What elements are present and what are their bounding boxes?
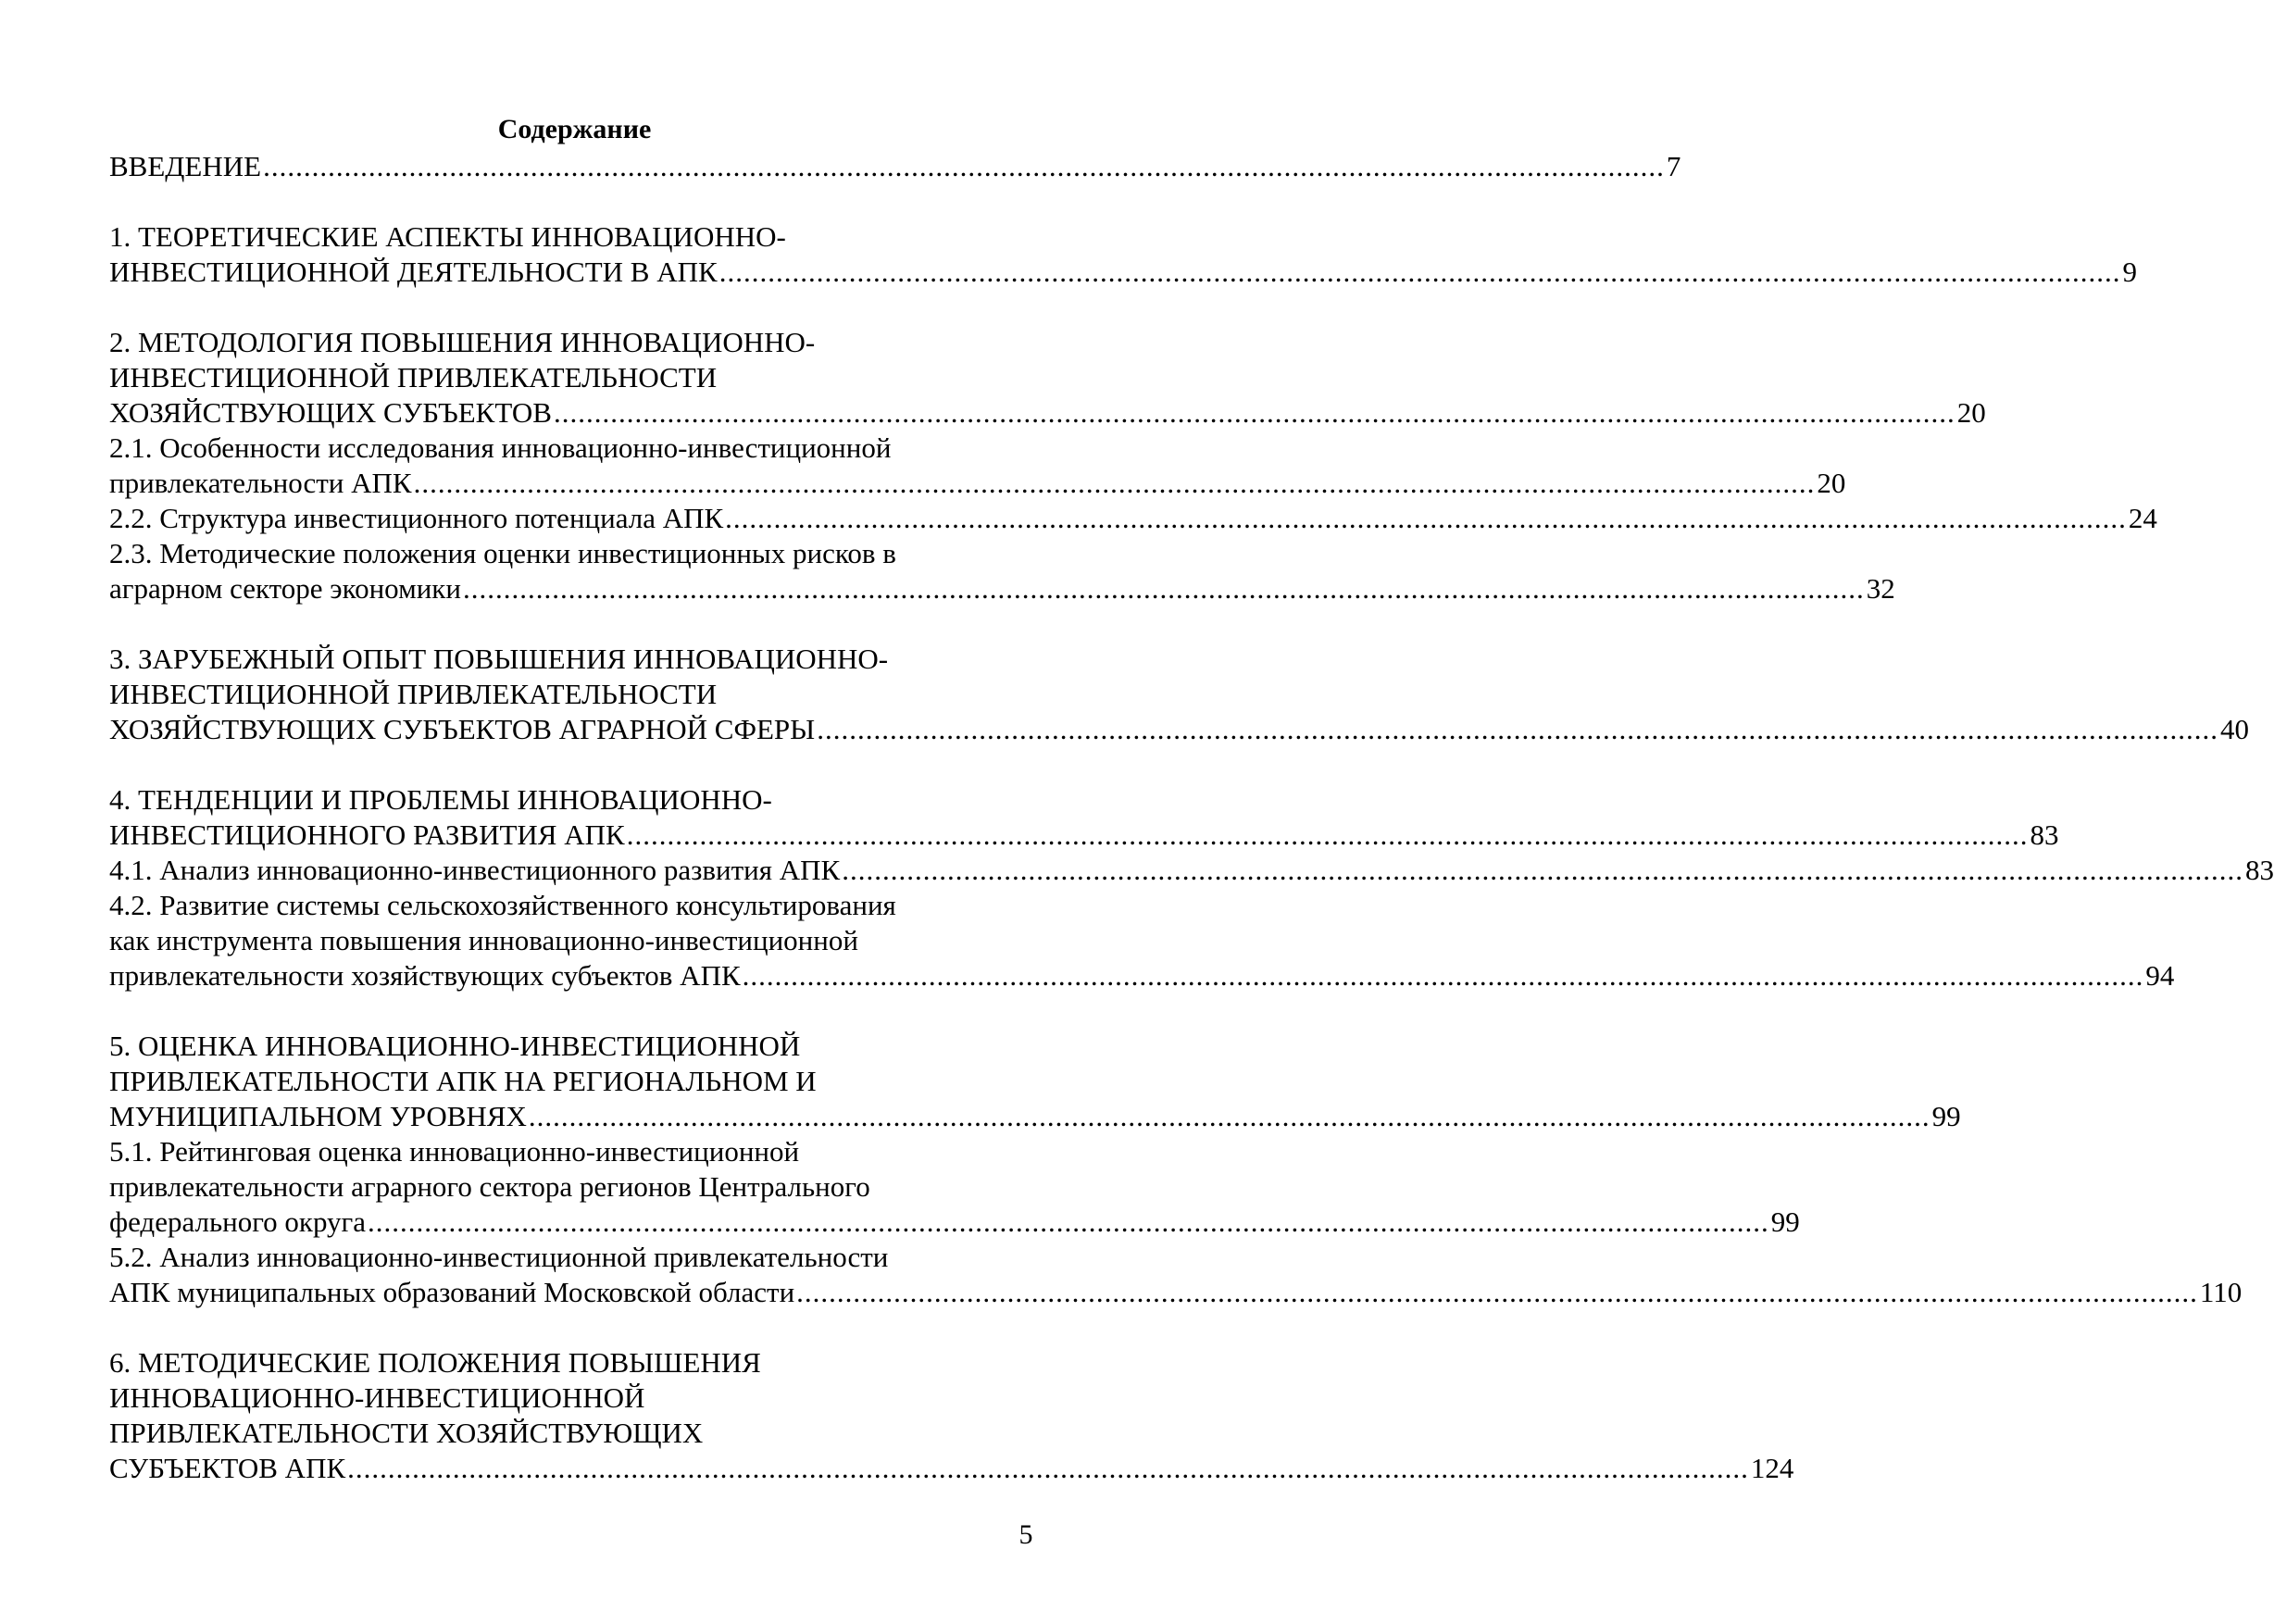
toc-entry-title: 4. ТЕНДЕНЦИИ И ПРОБЛЕМЫ ИННОВАЦИОННО- — [109, 783, 772, 816]
toc-page-number: 124 — [1750, 1452, 1794, 1484]
toc-entry-title: федерального округа — [109, 1206, 367, 1238]
toc-entry-title: привлекательности АПК — [109, 467, 412, 499]
leader-dots: ............................................................................................................................................................................. — [725, 502, 2127, 534]
leader-dots: ............................................................................................................................................................................. — [626, 818, 2029, 851]
toc-entry-title: 1. ТЕОРЕТИЧЕСКИЕ АСПЕКТЫ ИННОВАЦИОННО- — [109, 220, 786, 253]
toc-entry-title: ВВЕДЕНИЕ — [109, 150, 262, 182]
leader-dots: ............................................................................................................................................................................. — [742, 959, 2144, 992]
toc-entry-section-5-2 — [109, 1240, 2243, 1310]
toc-entry-section-2-3 — [109, 536, 1895, 606]
toc-entry-chapter-5 — [109, 1029, 1961, 1134]
toc-entry-title: ИНВЕСТИЦИОННОЙ ДЕЯТЕЛЬНОСТИ В АПК — [109, 256, 718, 288]
leader-dots: ............................................................................................................................................................................. — [462, 572, 1865, 605]
toc-entry-title: ХОЗЯЙСТВУЮЩИХ СУБЪЕКТОВ — [109, 396, 552, 429]
leader-dots: ............................................................................................................................................................................. — [817, 713, 2218, 745]
toc-entry-section-2-1 — [109, 431, 1846, 501]
toc-page-number: 20 — [1817, 467, 1846, 499]
toc-entry-title: 2.2. Структура инвестиционного потенциала АПК — [109, 502, 724, 534]
toc-page-number: 32 — [1866, 572, 1895, 605]
leader-dots: ............................................................................................................................................................................. — [842, 854, 2243, 886]
toc-entry-chapter-2 — [109, 325, 1986, 431]
toc-entry-title: АПК муниципальных образований Московской области — [109, 1276, 795, 1308]
page-number: 5 — [1018, 1519, 1033, 1550]
toc-entry-title: 5.2. Анализ инновационно-инвестиционной привлекательности — [109, 1241, 889, 1273]
toc-entry-title: привлекательности хозяйствующих субъектов АПК — [109, 959, 741, 992]
table-of-contents — [109, 149, 2274, 1521]
toc-entry-title: 4.1. Анализ инновационно-инвестиционного развития АПК — [109, 854, 841, 886]
toc-entry-title: СУБЪЕКТОВ АПК — [109, 1452, 346, 1484]
toc-entry-chapter-3 — [109, 642, 2249, 747]
toc-entry-title: 5. ОЦЕНКА ИННОВАЦИОННО-ИНВЕСТИЦИОННОЙ — [109, 1030, 801, 1062]
toc-entry-title: ХОЗЯЙСТВУЮЩИХ СУБЪЕКТОВ АГРАРНОЙ СФЕРЫ — [109, 713, 816, 745]
leader-dots: ............................................................................................................................................................................. — [347, 1452, 1749, 1484]
toc-entry-section-4-1 — [109, 853, 2274, 888]
toc-entry-title: МУНИЦИПАЛЬНОМ УРОВНЯХ — [109, 1100, 527, 1132]
leader-dots: ............................................................................................................................................................................. — [553, 396, 1955, 429]
toc-page-number: 94 — [2145, 959, 2175, 992]
toc-entry-title: 6. МЕТОДИЧЕСКИЕ ПОЛОЖЕНИЯ ПОВЫШЕНИЯ — [109, 1346, 761, 1379]
toc-entry-title: ИНВЕСТИЦИОННОГО РАЗВИТИЯ АПК — [109, 818, 625, 851]
toc-page-number: 99 — [1770, 1206, 1800, 1238]
toc-entry-title: ИНВЕСТИЦИОННОЙ ПРИВЛЕКАТЕЛЬНОСТИ — [109, 678, 718, 710]
leader-dots: ............................................................................................................................................................................. — [528, 1100, 1930, 1132]
toc-entry-chapter-6 — [109, 1345, 1794, 1486]
toc-entry-chapter-1 — [109, 219, 2137, 290]
toc-entry-title: 2. МЕТОДОЛОГИЯ ПОВЫШЕНИЯ ИННОВАЦИОННО- — [109, 326, 816, 358]
toc-entry-title: аграрном секторе экономики — [109, 572, 461, 605]
toc-group-chapter-4 — [109, 782, 2274, 993]
toc-entry-title: ПРИВЛЕКАТЕЛЬНОСТИ ХОЗЯЙСТВУЮЩИХ — [109, 1417, 704, 1449]
toc-entry-section-5-1 — [109, 1134, 1800, 1240]
toc-entry-title: 2.1. Особенности исследования инновационно-инвестиционной — [109, 431, 892, 464]
leader-dots: ............................................................................................................................................................................. — [796, 1276, 2198, 1308]
toc-entry-title: как инструмента повышения инновационно-инвестиционной — [109, 924, 858, 956]
toc-entry-section-2-2 — [109, 501, 2157, 536]
toc-entry-chapter-4 — [109, 782, 2059, 853]
toc-page-number: 24 — [2128, 502, 2157, 534]
toc-entry-section-4-2 — [109, 888, 2175, 993]
toc-page-number: 83 — [2030, 818, 2059, 851]
toc-group-chapter-5 — [109, 1029, 2243, 1310]
toc-page-number: 40 — [2219, 713, 2249, 745]
toc-page-number: 20 — [1956, 396, 1986, 429]
toc-group-chapter-2 — [109, 325, 2157, 606]
toc-page-number: 9 — [2122, 256, 2137, 288]
leader-dots: ............................................................................................................................................................................. — [413, 467, 1816, 499]
toc-page-number: 83 — [2244, 854, 2274, 886]
toc-entry-title: ПРИВЛЕКАТЕЛЬНОСТИ АПК НА РЕГИОНАЛЬНОМ И — [109, 1065, 817, 1097]
page-title: Содержание — [497, 114, 652, 144]
toc-entry-title: ИНВЕСТИЦИОННОЙ ПРИВЛЕКАТЕЛЬНОСТИ — [109, 361, 718, 394]
toc-entry-title: 5.1. Рейтинговая оценка инновационно-инвестиционной — [109, 1135, 800, 1168]
toc-entry-title: 3. ЗАРУБЕЖНЫЙ ОПЫТ ПОВЫШЕНИЯ ИННОВАЦИОННО- — [109, 643, 889, 675]
leader-dots: ............................................................................................................................................................................. — [718, 256, 2121, 288]
leader-dots: ............................................................................................................................................................................. — [368, 1206, 1769, 1238]
toc-page-number: 7 — [1666, 150, 1681, 182]
leader-dots: ............................................................................................................................................................................. — [263, 150, 1665, 182]
toc-page-number: 99 — [1931, 1100, 1961, 1132]
toc-entry-title: 2.3. Методические положения оценки инвестиционных рисков в — [109, 537, 896, 569]
toc-entry-title: 4.2. Развитие системы сельскохозяйственного консультирования — [109, 889, 896, 921]
toc-entry-title: ИННОВАЦИОННО-ИНВЕСТИЦИОННОЙ — [109, 1381, 645, 1414]
toc-entry-title: привлекательности аграрного сектора регионов Центрального — [109, 1170, 870, 1203]
toc-entry-introduction — [109, 149, 1681, 184]
toc-page-number: 110 — [2199, 1276, 2243, 1308]
